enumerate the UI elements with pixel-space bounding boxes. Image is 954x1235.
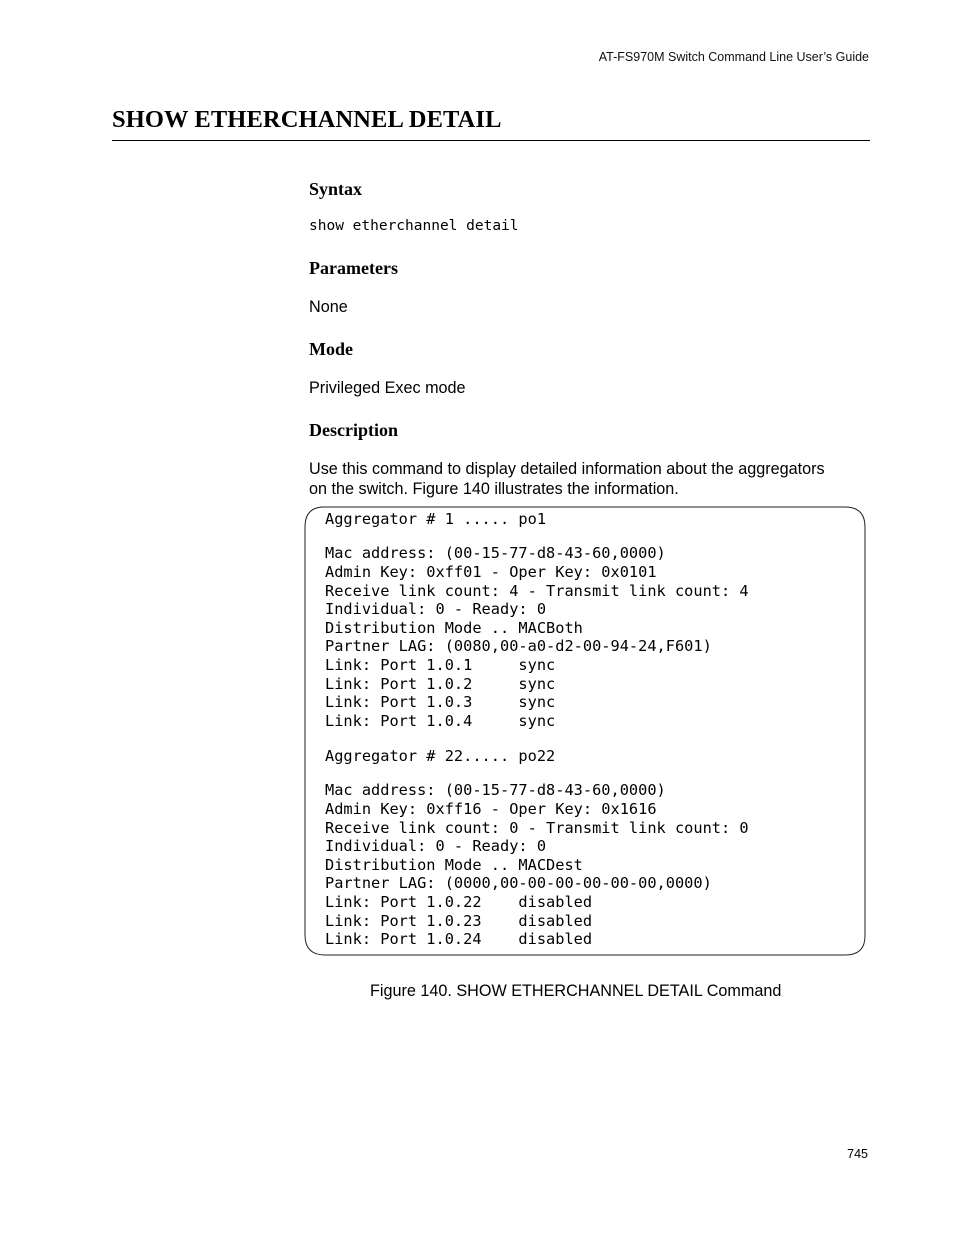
running-header: AT-FS970M Switch Command Line User’s Guide [598,50,869,64]
syntax-heading: Syntax [309,179,363,199]
output-line: Aggregator # 22..... po22 [325,747,556,765]
output-line: Link: Port 1.0.3 sync [325,693,556,711]
output-line: Partner LAG: (0080,00-a0-d2-00-94-24,F601) [325,637,712,655]
page-title: SHOW ETHERCHANNEL DETAIL [112,106,502,133]
output-line: Partner LAG: (0000,00-00-00-00-00-00,0000) [325,874,712,892]
output-line: Individual: 0 - Ready: 0 [325,600,547,618]
output-line: Link: Port 1.0.4 sync [325,712,556,730]
command-output-figure [304,506,866,956]
output-line: Receive link count: 0 - Transmit link count: 0 [325,819,749,837]
description-line-1: Use this command to display detailed information about the aggregators [309,460,825,478]
output-line: Distribution Mode .. MACBoth [325,619,583,637]
output-line: Individual: 0 - Ready: 0 [325,837,547,855]
description-heading: Description [309,420,398,440]
figure-caption: Figure 140. SHOW ETHERCHANNEL DETAIL Command [370,982,782,1000]
mode-heading: Mode [309,339,353,359]
title-rule [112,140,870,141]
output-line: Link: Port 1.0.22 disabled [325,893,593,911]
output-line: Distribution Mode .. MACDest [325,856,583,874]
description-line-2: on the switch. Figure 140 illustrates the information. [309,480,679,498]
syntax-command: show etherchannel detail [309,218,519,234]
output-line: Receive link count: 4 - Transmit link count: 4 [325,582,749,600]
parameters-text: None [309,298,348,316]
page-number: 745 [847,1147,868,1161]
parameters-heading: Parameters [309,258,398,278]
output-line: Link: Port 1.0.24 disabled [325,930,593,948]
mode-text: Privileged Exec mode [309,379,466,397]
output-line: Admin Key: 0xff01 - Oper Key: 0x0101 [325,563,657,581]
output-line: Link: Port 1.0.1 sync [325,656,556,674]
output-line: Link: Port 1.0.2 sync [325,675,556,693]
output-line: Admin Key: 0xff16 - Oper Key: 0x1616 [325,800,657,818]
output-line: Mac address: (00-15-77-d8-43-60,0000) [325,781,666,799]
output-line: Aggregator # 1 ..... po1 [325,510,547,528]
output-line: Mac address: (00-15-77-d8-43-60,0000) [325,544,666,562]
output-line: Link: Port 1.0.23 disabled [325,912,593,930]
